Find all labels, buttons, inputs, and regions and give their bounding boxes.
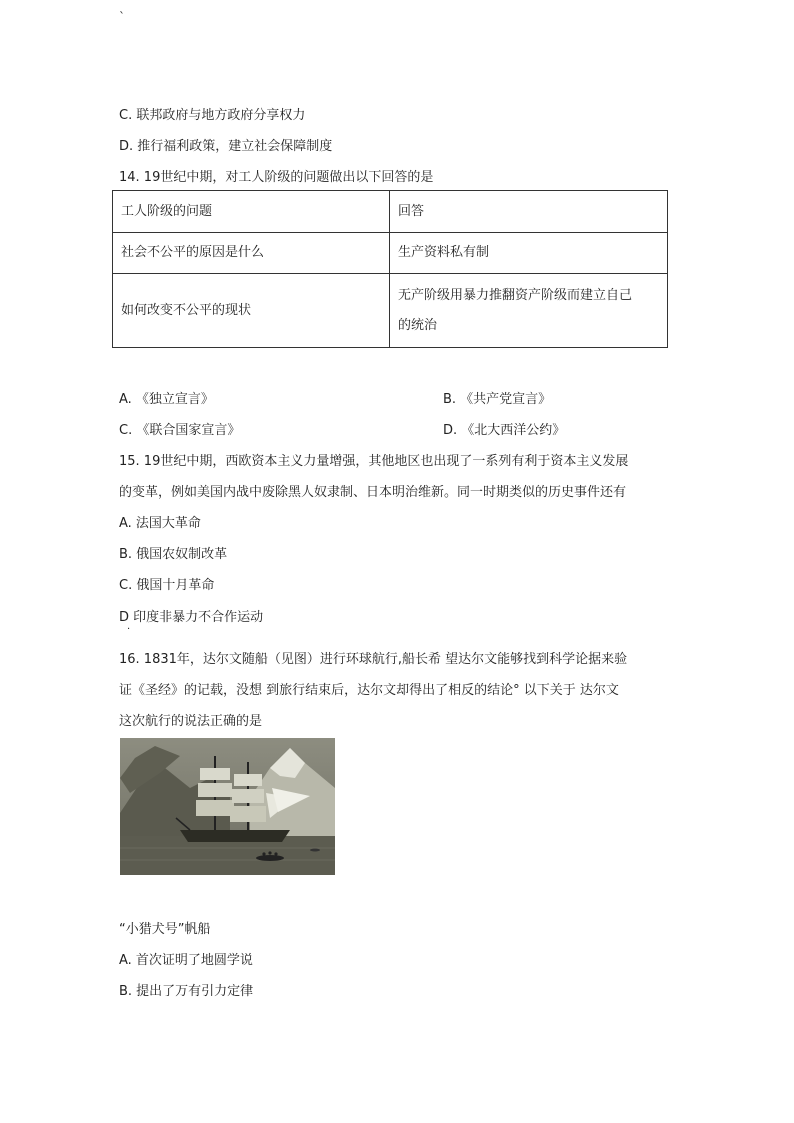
table-cell-line: 无产阶级用暴力推翻资产阶级而建立自己: [398, 287, 633, 303]
q16-stem-line2: 证《圣经》的记载，没想 到旅行结束后，达尔文却得出了相反的结论° 以下关于 达尔文: [119, 683, 619, 698]
table-cell: 社会不公平的原因是什么: [113, 233, 390, 274]
q13-option-c: C. 联邦政府与地方政府分享权力: [119, 108, 306, 123]
table-row: [113, 233, 668, 274]
q14-option-c: C. 《联合国家宣言》: [119, 423, 241, 438]
q14-table: [112, 190, 668, 348]
q15-option-c: C. 俄国十月革命: [119, 578, 215, 593]
table-cell: 如何改变不公平的现状: [113, 274, 390, 348]
q16-stem-line3: 这次航行的说法正确的是: [119, 714, 263, 729]
ship-illustration-icon: [120, 738, 335, 875]
q14-option-b: B. 《共产党宣言》: [443, 392, 552, 407]
top-mark: `: [119, 10, 125, 24]
table-row: [113, 191, 668, 233]
table-cell: 生产资料私有制: [390, 233, 668, 274]
q14-option-d: D. 《北大西洋公约》: [443, 423, 566, 438]
q14-stem: 14. 19世纪中期，对工人阶级的问题做出以下回答的是: [119, 170, 434, 185]
beagle-ship-image: [120, 738, 335, 875]
table-cell: [390, 274, 668, 348]
q15-stem-line2: 的变革，例如美国内战中废除黑人奴隶制、日本明治维新。同一时期类似的历史事件还有: [119, 485, 627, 500]
q16-stem-line1: 16. 1831年，达尔文随船（见图）进行环球航行,船长希 望达尔文能够找到科学论据来验: [119, 652, 628, 667]
table-header-question: 工人阶级的问题: [113, 191, 390, 233]
stray-dot: ·: [127, 624, 131, 635]
q13-option-d: D. 推行福利政策，建立社会保障制度: [119, 139, 333, 154]
q15-option-d: D 印度非暴力不合作运动: [119, 610, 264, 625]
q15-option-a: A. 法国大革命: [119, 516, 201, 531]
table-cell-line: 的统治: [398, 317, 438, 333]
table-row: [113, 274, 668, 348]
q16-image-caption: “小猎犬号”帆船: [119, 922, 211, 937]
q15-option-b: B. 俄国农奴制改革: [119, 547, 228, 562]
q14-option-a: A. 《独立宣言》: [119, 392, 214, 407]
table-header-answer: 回答: [390, 191, 668, 233]
q15-stem-line1: 15. 19世纪中期，西欧资本主义力量增强，其他地区也出现了一系列有利于资本主义发展: [119, 454, 629, 469]
q16-option-a: A. 首次证明了地圆学说: [119, 953, 253, 968]
q16-option-b: B. 提出了万有引力定律: [119, 984, 254, 999]
